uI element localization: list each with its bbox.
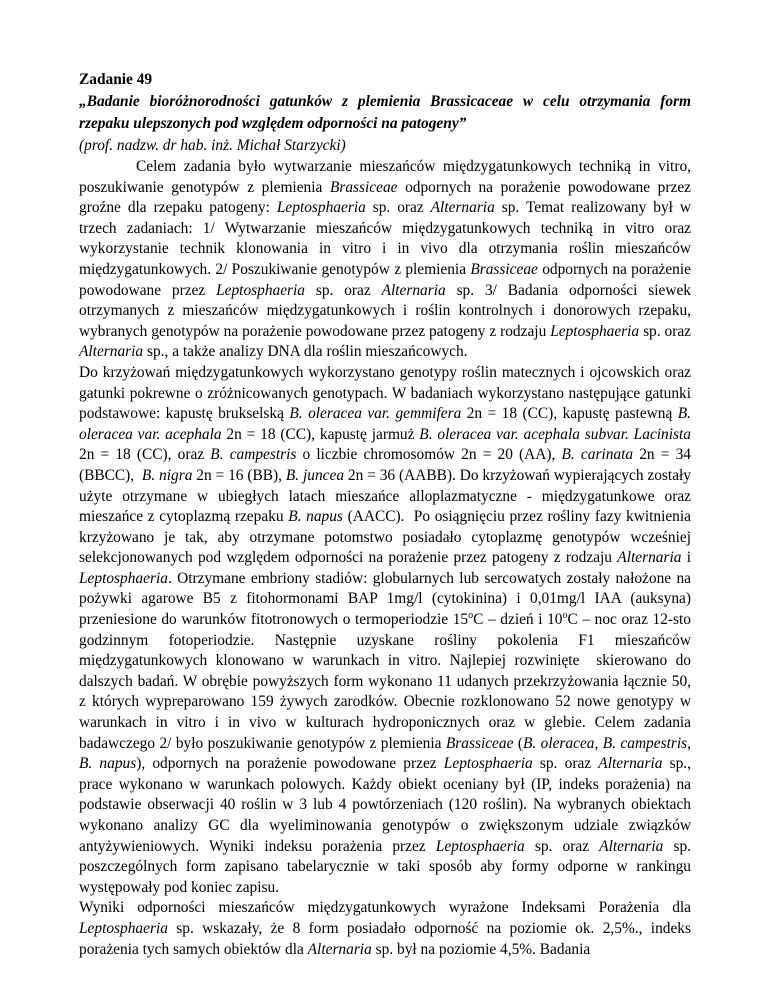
task-title: „Badanie bioróżnorodności gatunków z plemienia Brassicaceae w celu otrzymania form rzepaku ulepszonych pod względem odporności na patogeny” bbox=[79, 93, 691, 132]
paragraph-3: Wyniki odporności mieszańców międzygatunkowych wyrażone Indeksami Porażenia dla Leptosphaeria sp. wskazały, że 8 form posiadało odporność na poziomie ok. 2,5%., indeks porażenia tych samych obiektów dla Alternaria sp. był na poziomie 4,5%. Badania bbox=[79, 899, 691, 958]
document-body bbox=[79, 157, 691, 960]
document-content bbox=[79, 69, 691, 960]
task-heading: Zadanie 49 bbox=[79, 71, 153, 88]
paragraph-2: Do krzyżowań międzygatunkowych wykorzystano genotypy roślin matecznych i ojcowskich oraz gatunki pokrewne o zróżnicowanych genotypach. W badaniach wykorzystano następujące gatunki podstawowe: kapustę brukselską B. oleracea var. gemmifera 2n = 18 (CC), kapustę pastewną B. oleracea var. acephala 2n = 18 (CC), kapustę jarmuż B. oleracea var. acephala subvar. Lacinista 2n = 18 (CC), oraz B. campestris o liczbie chromosomów 2n = 20 (AA), B. carinata 2n = 34 (BBCC), B. nigra 2n = 16 (BB), B. juncea 2n = 36 (AABB). Do krzyżowań wypierających zostały użyte otrzymane w ubiegłych latach mieszańce alloplazmatyczne - międzygatunkowe oraz mieszańce z cytoplazmą rzepaku B. napus (AACC). Po osiągnięciu przez rośliny fazy kwitnienia krzyżowano je tak, aby otrzymane potomstwo posiadało cytoplazmę genotypów wcześniej selekcjonowanych pod względem odporności na porażenie przez patogeny z rodzaju Alternaria i Leptosphaeria. Otrzymane embriony stadiów: globularnych lub sercowatych zostały nałożone na pożywki agarowe B5 z fitohormonami BAP 1mg/l (cytokinina) i 0,01mg/l IAA (auksyna) przeniesione do warunków fitotronowych o termoperiodzie 15$^o$C – dzień i 10$^o$C – noc oraz 12-sto godzinnym fotoperiodzie. Następnie uzyskane rośliny pokolenia F1 mieszańców międzygatunkowych klonowano w warunkach in vitro. Najlepiej rozwinięte skierowano do dalszych badań. W obrębie powyższych form wykonano 11 udanych przekrzyżowania łącznie 50, z których wypreparowano 159 żywych zarodków. Obecnie rozklonowano 52 nowe genotypy w warunkach in vitro i in vivo w kulturach hydroponicznych oraz w glebie. Celem zadania badawczego 2/ było poszukiwanie genotypów z plemienia Brassiceae (B. oleracea, B. campestris, B. napus), odpornych na porażenie powodowane przez Leptosphaeria sp. oraz Alternaria sp., prace wykonano w warunkach polowych. Każdy obiekt oceniany był (IP, indeks porażenia) na podstawie obserwacji 40 roślin w 3 lub 4 powtórzeniach (120 roślin). Na wybranych obiektach wykonano analizy GC dla wyeliminowania genotypów o zwiększonym udziale związków antyżywieniowych. Wyniki indeksu porażenia przez Leptosphaeria sp. oraz Alternaria sp. poszczególnych form zapisano tabelarycznie w taki sposób aby formy odporne w rankingu występowały pod koniec zapisu. bbox=[79, 363, 691, 896]
paragraph-1: Celem zadania było wytwarzanie mieszańców międzygatunkowych techniką in vitro, poszukiwanie genotypów z plemienia Brassiceae odpornych na porażenie powodowane przez groźne dla rzepaku patogeny: Leptosphaeria sp. oraz Alternaria sp. Temat realizowany był w trzech zadaniach: 1/ Wytwarzanie mieszańców międzygatunkowych techniką in vitro oraz wykorzystanie technik klonowania in vitro i in vivo dla otrzymania roślin mieszańców międzygatunkowych. 2/ Poszukiwanie genotypów z plemienia Brassiceae odpornych na porażenie powodowane przez Leptosphaeria sp. oraz Alternaria sp. 3/ Badania odporności siewek otrzymanych z mieszańców międzygatunkowych i roślin kontrolnych i donorowych rzepaku, wybranych genotypów na porażenie powodowane przez patogeny z rodzaju Leptosphaeria sp. oraz Alternaria sp., a także analizy DNA dla roślin mieszańcowych. bbox=[79, 158, 692, 361]
task-author: (prof. nadzw. dr hab. inż. Michał Starzycki) bbox=[79, 137, 346, 154]
